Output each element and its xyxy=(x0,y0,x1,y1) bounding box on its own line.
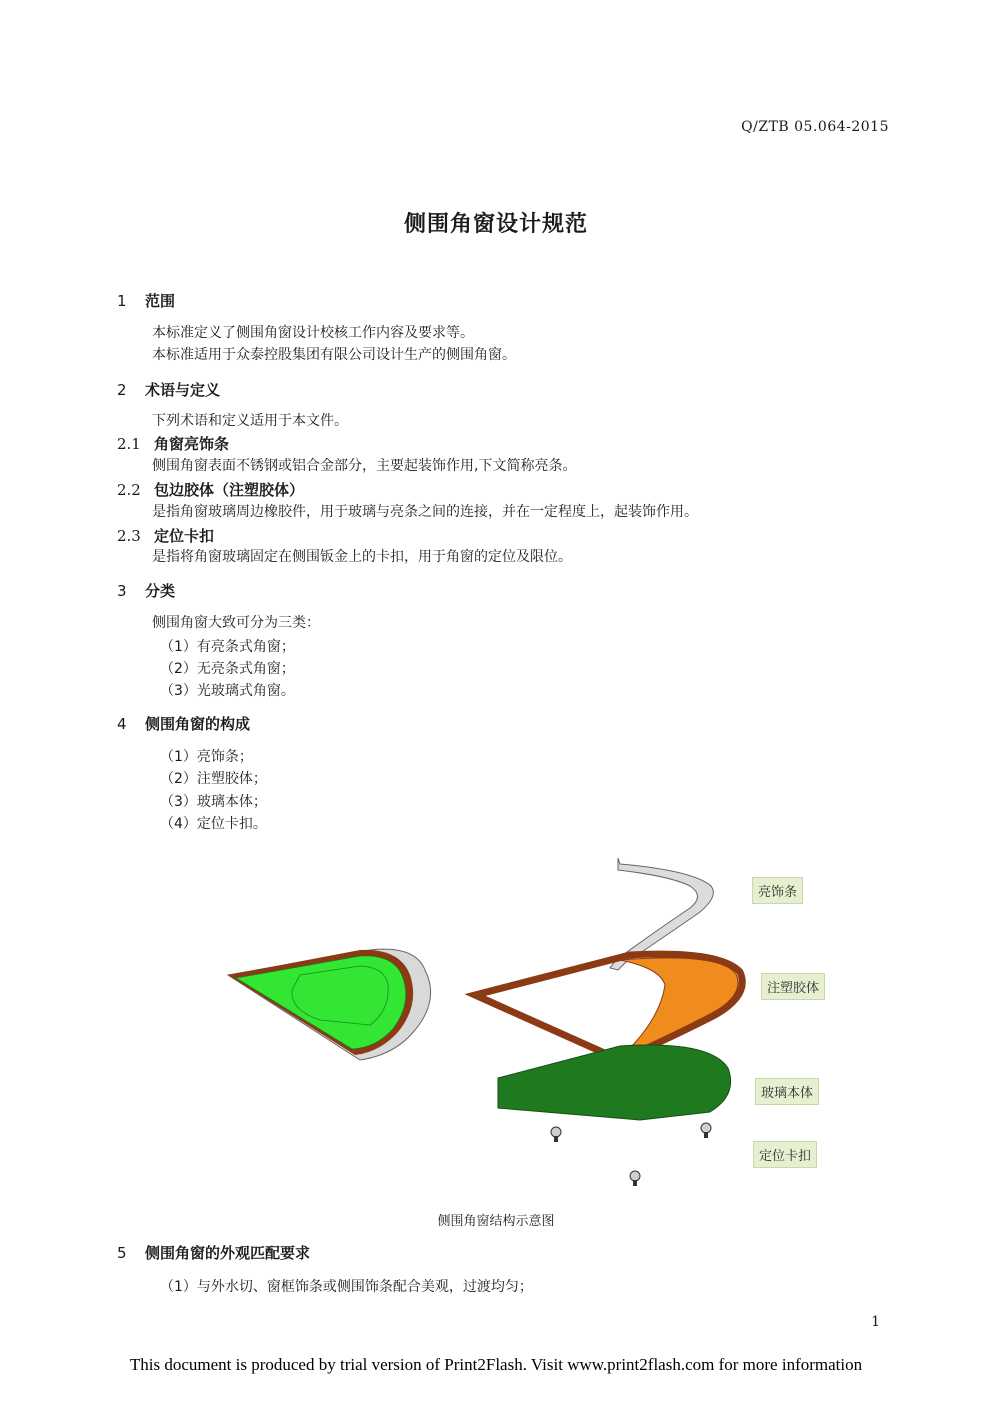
label-molding: 注塑胶体 xyxy=(761,973,825,1000)
section-2-heading xyxy=(117,379,220,400)
section-number: 4 xyxy=(117,715,127,733)
section-number: 5 xyxy=(117,1244,127,1262)
section-number: 2.1 xyxy=(117,435,141,453)
section-title: 分类 xyxy=(145,582,176,600)
list-item: （2）无亮条式角窗； xyxy=(160,661,295,677)
section-number: 1 xyxy=(117,292,127,310)
section-4-heading xyxy=(117,713,250,734)
corner-window-structure-diagram xyxy=(220,850,760,1190)
list-item: （4）定位卡扣。 xyxy=(160,816,267,832)
paragraph: 侧围角窗表面不锈钢或铝合金部分，主要起装饰作用,下文简称亮条。 xyxy=(152,458,577,474)
exploded-molding-side xyxy=(620,958,738,1056)
section-title: 侧围角窗的构成 xyxy=(145,715,251,733)
list-item: （3）光玻璃式角窗。 xyxy=(160,683,295,699)
list-item: （3）玻璃本体； xyxy=(160,794,267,810)
document-title: 侧围角窗设计规范 xyxy=(403,212,588,237)
subsection-2-1-heading xyxy=(117,433,229,454)
clip-icon xyxy=(551,1127,561,1142)
section-number: 2.3 xyxy=(117,527,141,545)
clip-icon xyxy=(630,1171,640,1186)
section-title: 定位卡扣 xyxy=(154,527,215,545)
section-1-heading xyxy=(117,290,175,311)
paragraph: 侧围角窗大致可分为三类： xyxy=(152,615,320,631)
label-clip: 定位卡扣 xyxy=(753,1141,817,1168)
clip-icon xyxy=(701,1123,711,1138)
section-title: 范围 xyxy=(145,292,176,310)
section-number: 3 xyxy=(117,582,127,600)
list-item: （1）亮饰条； xyxy=(160,749,253,765)
paragraph: 是指角窗玻璃周边橡胶件，用于玻璃与亮条之间的连接，并在一定程度上，起装饰作用。 xyxy=(152,504,698,520)
paragraph: 本标准定义了侧围角窗设计校核工作内容及要求等。 xyxy=(152,325,474,341)
section-title: 术语与定义 xyxy=(145,381,221,399)
section-number: 2 xyxy=(117,381,127,399)
paragraph: 本标准适用于众泰控股集团有限公司设计生产的侧围角窗。 xyxy=(152,347,516,363)
label-glass: 玻璃本体 xyxy=(755,1078,819,1105)
page-number: 1 xyxy=(871,1314,880,1330)
standard-code: Q/ZTB 05.064-2015 xyxy=(741,119,889,135)
subsection-2-2-heading xyxy=(117,479,304,500)
paragraph: 下列术语和定义适用于本文件。 xyxy=(152,413,348,429)
section-number: 2.2 xyxy=(117,481,141,499)
list-item: （2）注塑胶体； xyxy=(160,771,267,787)
figure-caption: 侧围角窗结构示意图 xyxy=(437,1214,555,1229)
subsection-2-3-heading xyxy=(117,525,214,546)
section-3-heading xyxy=(117,580,175,601)
trial-watermark-footer: This document is produced by trial version of Print2Flash. Visit www.print2flash.com for more information xyxy=(129,1355,863,1374)
section-title: 包边胶体（注塑胶体） xyxy=(154,481,305,499)
exploded-glass xyxy=(498,1045,731,1120)
section-title: 角窗亮饰条 xyxy=(154,435,230,453)
label-trim: 亮饰条 xyxy=(752,877,803,904)
section-title: 侧围角窗的外观匹配要求 xyxy=(145,1244,311,1262)
section-5-heading xyxy=(117,1242,310,1263)
list-item: （1）有亮条式角窗； xyxy=(160,639,295,655)
paragraph: 是指将角窗玻璃固定在侧围钣金上的卡扣，用于角窗的定位及限位。 xyxy=(152,549,572,565)
list-item: （1）与外水切、窗框饰条或侧围饰条配合美观，过渡均匀； xyxy=(160,1279,533,1295)
